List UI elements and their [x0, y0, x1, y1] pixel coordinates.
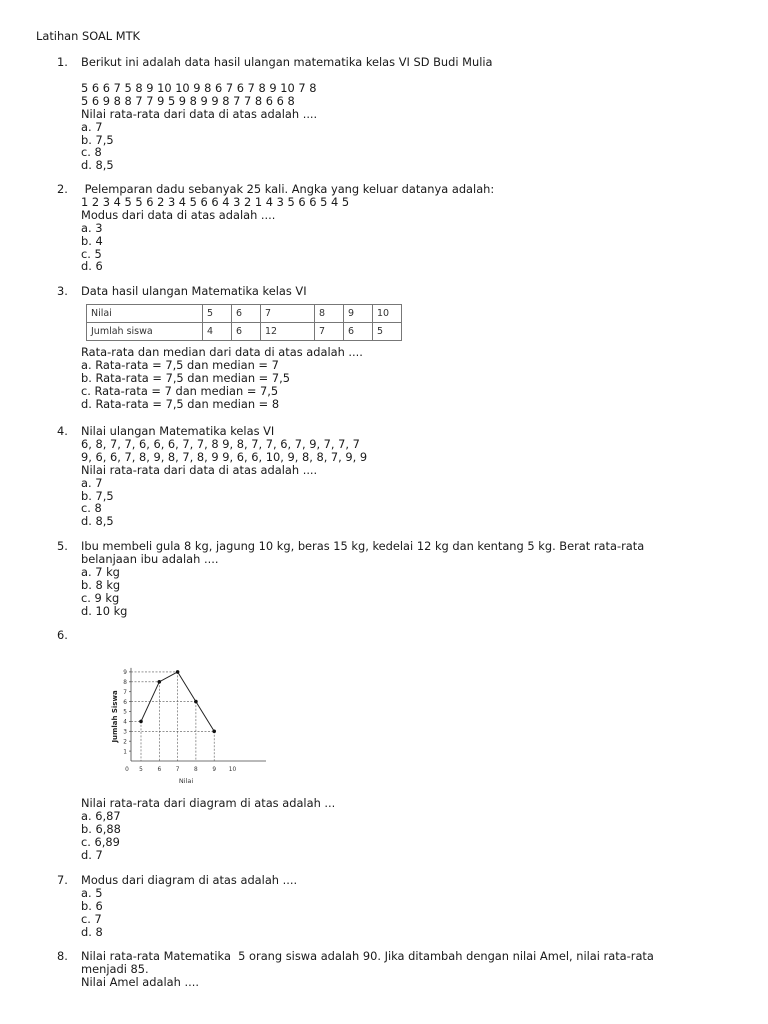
- option-c: c. 9 kg: [81, 590, 120, 605]
- question-number: 1.: [57, 55, 68, 69]
- question-prompt: Rata-rata dan median dari data di atas adalah ....: [81, 344, 363, 359]
- option-a: a. 6,87: [81, 808, 121, 823]
- option-a: a. 7: [81, 119, 103, 134]
- question-prompt: Nilai rata-rata dari data di atas adalah ....: [81, 106, 318, 121]
- data-point: [139, 720, 143, 724]
- data-line: 5 6 9 8 8 7 7 9 5 9 8 9 9 8 7 7 8 6 6 8: [81, 93, 295, 108]
- x-tick-label: 5: [139, 767, 143, 773]
- option-c: c. 8: [81, 501, 102, 516]
- question-text: Nilai rata-rata Matematika 5 orang siswa adalah 90. Jika ditambah dengan nilai Amel, nilai rata-rata: [81, 949, 654, 963]
- option-d: d. 8,5: [81, 514, 114, 529]
- table-cell: 6: [232, 322, 261, 340]
- option-b: b. 6,88: [81, 821, 121, 836]
- option-d: d. 6: [81, 259, 103, 274]
- table-cell: 7: [315, 322, 344, 340]
- option-a: a. 7: [81, 475, 103, 490]
- option-d: d. Rata-rata = 7,5 dan median = 8: [81, 396, 280, 411]
- option-d: d. 10 kg: [81, 603, 128, 618]
- y-tick-label: 5: [123, 709, 127, 716]
- y-axis-label: Jumlah Siswa: [111, 690, 119, 743]
- option-d: d. 8,5: [81, 158, 114, 173]
- question-number: 7.: [57, 873, 68, 887]
- option-b: b. 4: [81, 233, 103, 248]
- question-prompt: Nilai rata-rata dari diagram di atas adalah ...: [81, 796, 336, 810]
- table-cell: 5: [203, 304, 232, 322]
- option-a: a. 5: [81, 885, 103, 900]
- table-cell: 10: [373, 304, 402, 322]
- y-tick-label: 4: [123, 719, 127, 726]
- question-number: 4.: [57, 424, 68, 438]
- question-text: belanjaan ibu adalah ....: [81, 551, 219, 566]
- data-line: 6, 8, 7, 7, 6, 6, 6, 7, 7, 8 9, 8, 7, 7, 6, 7, 9, 7, 7, 7: [81, 436, 360, 451]
- question-text: Nilai ulangan Matematika kelas VI: [81, 424, 275, 438]
- question-number: 6.: [57, 628, 68, 642]
- data-line: 1 2 3 4 5 5 6 2 3 4 5 6 6 4 3 2 1 4 3 5 6 6 5 4 5: [81, 194, 350, 209]
- question-prompt: Nilai rata-rata dari data di atas adalah ....: [81, 462, 318, 477]
- option-c: c. Rata-rata = 7 dan median = 7,5: [81, 383, 279, 398]
- option-d: d. 7: [81, 847, 103, 862]
- data-point: [212, 730, 216, 734]
- question-prompt: Modus dari data di atas adalah ....: [81, 207, 276, 222]
- question-text: Data hasil ulangan Matematika kelas VI: [81, 284, 307, 298]
- option-c: c. 6,89: [81, 834, 120, 849]
- x-tick-label: 6: [157, 767, 162, 773]
- question-text: Ibu membeli gula 8 kg, jagung 10 kg, beras 15 kg, kedelai 12 kg dan kentang 5 kg. Berat rata-rata: [81, 539, 645, 553]
- question-number: 3.: [57, 284, 68, 298]
- table-row: [87, 322, 402, 340]
- data-point: [194, 700, 198, 704]
- option-b: b. 7,5: [81, 132, 114, 147]
- question-number: 8.: [57, 949, 68, 963]
- question-number: 2.: [57, 182, 68, 196]
- x-tick-label: 0: [125, 767, 129, 773]
- option-c: c. 5: [81, 246, 102, 261]
- y-tick-label: 2: [123, 739, 127, 746]
- x-tick-label: 8: [194, 767, 198, 773]
- option-b: b. Rata-rata = 7,5 dan median = 7,5: [81, 370, 290, 385]
- y-tick-label: 8: [123, 680, 127, 686]
- data-line: 5 6 6 7 5 8 9 10 10 9 8 6 7 6 7 8 9 10 7 8: [81, 80, 317, 95]
- row-label: Jumlah siswa: [87, 322, 203, 340]
- data-table: [86, 304, 402, 341]
- question-number: 5.: [57, 539, 68, 553]
- table-cell: 6: [344, 322, 373, 340]
- table-cell: 9: [344, 304, 373, 322]
- data-line: 9, 6, 6, 7, 8, 9, 8, 7, 8, 9 9, 6, 6, 10, 9, 8, 8, 7, 9, 9: [81, 449, 368, 464]
- question-text: Berikut ini adalah data hasil ulangan matematika kelas VI SD Budi Mulia: [81, 55, 493, 69]
- table-cell: 6: [232, 304, 261, 322]
- option-b: b. 8 kg: [81, 577, 121, 592]
- line-chart: [104, 658, 274, 788]
- table-row: [87, 304, 402, 322]
- y-tick-label: 9: [123, 670, 127, 677]
- x-tick-label: 9: [212, 767, 217, 773]
- option-c: c. 8: [81, 145, 102, 160]
- question-text: Pelemparan dadu sebanyak 25 kali. Angka yang keluar datanya adalah:: [81, 182, 495, 196]
- x-tick-label: 7: [175, 767, 180, 773]
- option-b: b. 7,5: [81, 488, 114, 503]
- table-cell: 4: [203, 322, 232, 340]
- table-cell: 8: [315, 304, 344, 322]
- question-text: menjadi 85.: [81, 961, 149, 976]
- x-axis-label: Nilai: [178, 777, 194, 785]
- table-cell: 5: [373, 322, 402, 340]
- option-a: a. 7 kg: [81, 564, 120, 579]
- x-tick-label: 10: [228, 767, 237, 773]
- option-c: c. 7: [81, 911, 102, 926]
- table-cell: 12: [261, 322, 315, 340]
- y-tick-label: 1: [123, 749, 127, 756]
- data-point: [176, 670, 180, 674]
- y-tick-label: 3: [123, 729, 127, 736]
- y-tick-label: 6: [123, 699, 127, 706]
- option-a: a. Rata-rata = 7,5 dan median = 7: [81, 357, 279, 372]
- data-point: [158, 680, 162, 684]
- document-title: Latihan SOAL MTK: [36, 29, 141, 43]
- option-b: b. 6: [81, 898, 103, 913]
- y-tick-label: 7: [123, 689, 127, 696]
- table-cell: 7: [261, 304, 315, 322]
- option-d: d. 8: [81, 924, 103, 939]
- row-label: Nilai: [87, 304, 203, 322]
- question-text: Nilai Amel adalah ....: [81, 974, 199, 989]
- option-a: a. 3: [81, 220, 103, 235]
- question-prompt: Modus dari diagram di atas adalah ....: [81, 873, 298, 887]
